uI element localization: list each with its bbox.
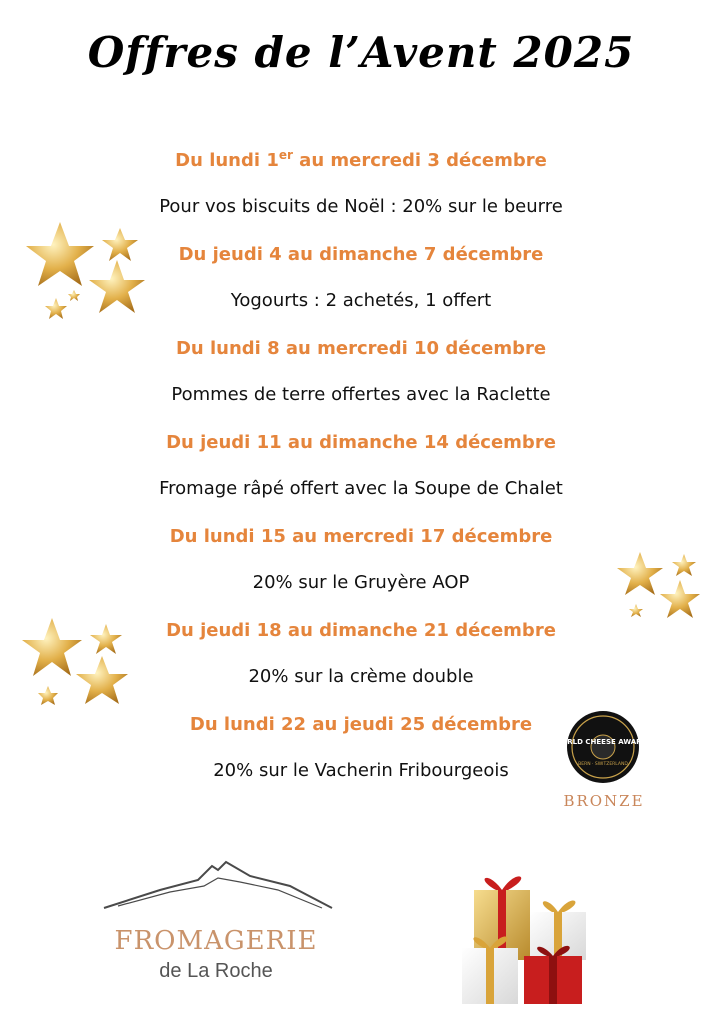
offer-description: Yogourts : 2 achetés, 1 offert xyxy=(230,290,492,311)
offer-4 xyxy=(0,430,722,502)
offer-description: 20% sur le Gruyère AOP xyxy=(252,572,470,593)
offer-1 xyxy=(0,148,722,220)
offer-3 xyxy=(0,336,722,408)
offer-date: Du jeudi 18 au dimanche 21 décembre xyxy=(166,620,556,641)
medal-location: BERN · SWITZERLAND xyxy=(578,762,628,767)
page-title: Offres de l’Avent 2025 xyxy=(87,28,635,77)
offer-description: Fromage râpé offert avec la Soupe de Chalet xyxy=(159,478,563,499)
gold-stars-icon xyxy=(612,548,708,628)
offer-date: Du lundi 8 au mercredi 10 décembre xyxy=(175,338,547,359)
logo-subtitle: de La Roche xyxy=(159,960,273,982)
gold-stars-icon xyxy=(22,220,152,332)
offer-date: Du jeudi 4 au dimanche 7 décembre xyxy=(178,244,544,265)
award-medal-icon xyxy=(553,710,653,784)
offer-description: 20% sur la crème double xyxy=(248,666,474,687)
offer-description: Pour vos biscuits de Noël : 20% sur le beurre xyxy=(159,196,563,217)
gold-stars-icon xyxy=(18,616,136,720)
offer-description: Pommes de terre offertes avec la Raclette xyxy=(171,384,551,405)
award-label: BRONZE xyxy=(563,792,645,810)
offer-description: 20% sur le Vacherin Fribourgeois xyxy=(213,760,509,781)
logo-name: FROMAGERIE xyxy=(114,926,318,956)
offer-date: Du lundi 1er au mercredi 3 décembre xyxy=(175,148,547,171)
medal-text: WORLD CHEESE AWARDS xyxy=(553,738,653,746)
offer-date: Du lundi 15 au mercredi 17 décembre xyxy=(169,526,553,547)
mountain-icon xyxy=(100,856,340,926)
offer-date: Du lundi 22 au jeudi 25 décembre xyxy=(189,714,533,735)
offer-date: Du jeudi 11 au dimanche 14 décembre xyxy=(166,432,556,453)
fromagerie-logo xyxy=(100,856,340,1006)
gift-boxes-icon xyxy=(444,860,604,1010)
